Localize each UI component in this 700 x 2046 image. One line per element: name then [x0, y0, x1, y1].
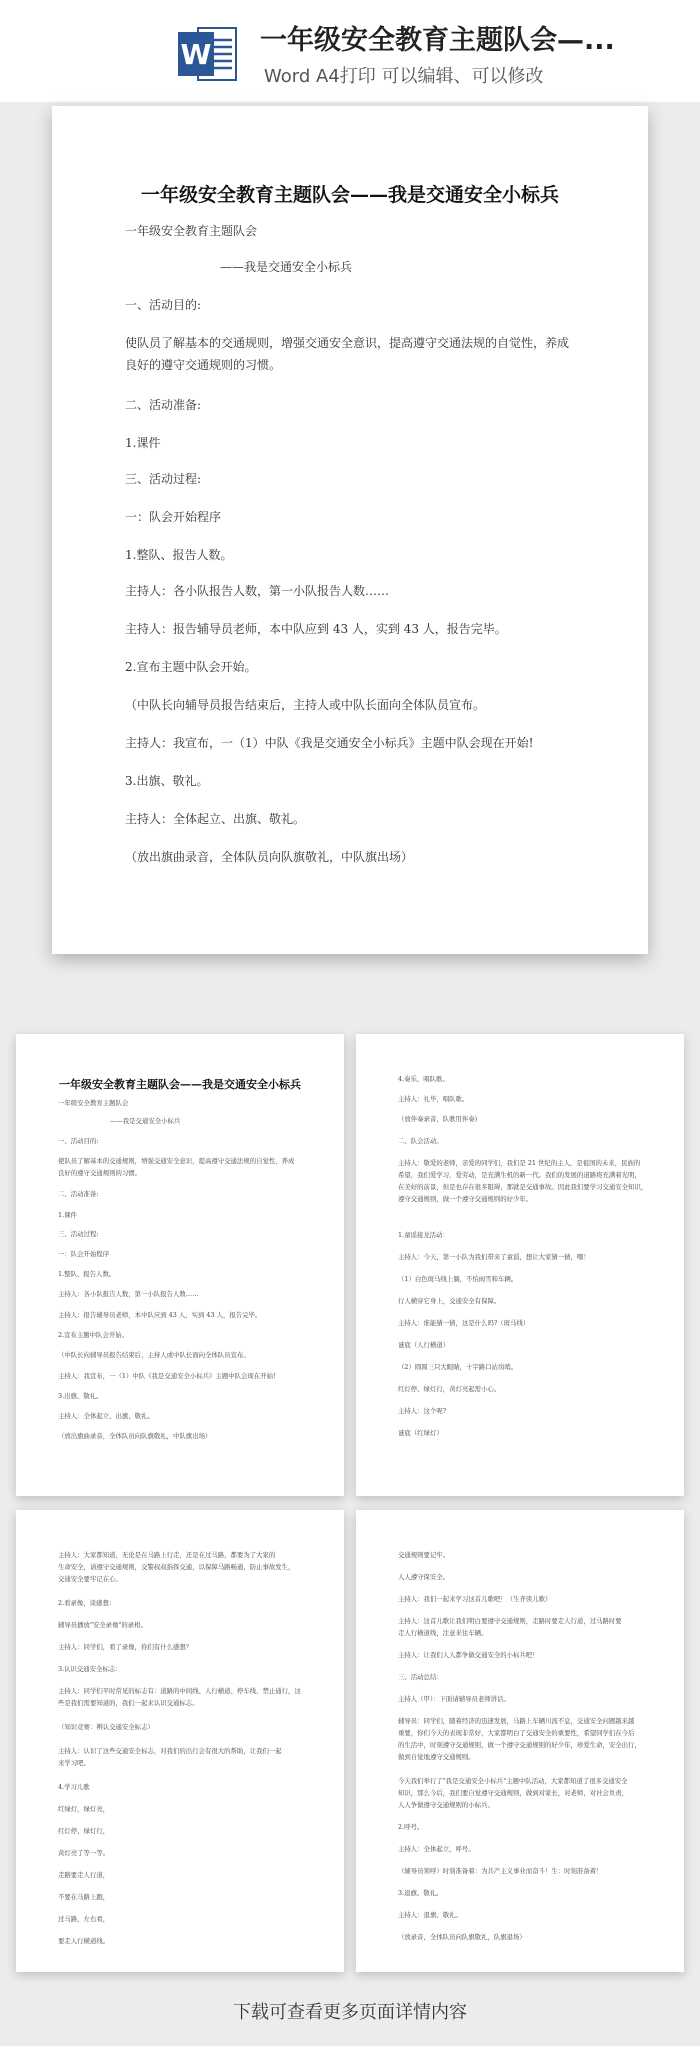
thumbnail-line: 1.童谣接龙活动：	[398, 1231, 449, 1239]
thumbnail-line: 红灯停，绿灯行，	[58, 1827, 110, 1835]
thumbnail-line: 红绿灯，绿灯亮，	[58, 1805, 110, 1813]
thumbnail-line: 知识，那么今后，我们要自觉遵守交通规则，做到对家长，对老师，对社会负责，	[398, 1789, 629, 1797]
thumbnail-line: （1）白色斑马线上躺，不怕雨雪和车辆。	[398, 1275, 518, 1283]
thumbnail-line: 主持人：同学们，看了录像，你们有什么感想？	[58, 1643, 193, 1651]
thumbnail-line: 的生活中，时刻遵守交通规则，做一个遵守交通规则的好少年，珍爱生命，安全出行，	[398, 1741, 641, 1749]
thumbnail-line: 使队员了解基本的交通规则，增强交通安全意识，提高遵守交通法规的自觉性，养成	[58, 1157, 295, 1165]
thumbnail-line: 2.看录像，谈感想：	[58, 1599, 116, 1607]
thumbnail-line: 交通规则要记牢。	[398, 1551, 450, 1559]
thumbnail-line: 辅导员：同学们，随着经济的迅速发展，马路上车辆川流不息，交通安全问题越来越	[398, 1717, 635, 1725]
document-line: （中队长向辅导员报告结束后，主持人或中队长面向全体队员宣布。	[125, 698, 486, 712]
document-line: 使队员了解基本的交通规则，增强交通安全意识，提高遵守交通法规的自觉性，养成	[125, 336, 570, 350]
document-line: （放出旗曲录音，全体队员向队旗敬礼，中队旗出场）	[125, 850, 414, 864]
thumbnail-line: 主持人：认识了这些交通安全标志，对我们的出行会有很大的帮助，让我们一起	[58, 1747, 282, 1755]
thumbnail-line: 要走人行横道线。	[58, 1937, 110, 1945]
document-line: 2.宣布主题中队会开始。	[125, 660, 257, 674]
thumbnail-line: 主持人：同学们平时常见的标志有：道路的中间线、人行横道、停车线、禁止通行，这	[58, 1687, 301, 1695]
thumbnail-line: 交通安全要牢记在心。	[58, 1575, 122, 1583]
thumbnail-line: 一、活动目的:	[58, 1137, 99, 1145]
thumbnail-line: 主持人：我宣布，一（1）中队《我是交通安全小标兵》主题中队会现在开始!	[58, 1372, 276, 1380]
thumbnail-line: 三、活动过程:	[58, 1230, 99, 1238]
thumbnail-line: 主持人：谁能猜一猜，这是什么吗?（斑马线）	[398, 1319, 530, 1327]
document-line: 1.整队、报告人数。	[125, 548, 233, 562]
thumbnail-line: 谜底（人行横道）	[398, 1341, 450, 1349]
document-line: 一年级安全教育主题队会	[125, 224, 258, 238]
document-line: 主持人：报告辅导员老师，本中队应到 43 人，实到 43 人，报告完毕。	[125, 622, 507, 636]
thumbnail-line: 良好的遵守交通规则的习惯。	[58, 1169, 142, 1177]
thumbnail-line: 生命安全，请遵守交通规则，交警叔叔指挥交通，以保障马路畅通，防止事故发生，	[58, 1563, 295, 1571]
thumbnail-line: 2.呼号。	[398, 1823, 424, 1831]
document-line: 三、活动过程:	[125, 472, 202, 486]
document-line: 一：队会开始程序	[125, 510, 222, 524]
thumbnail-line: 一年级安全教育主题队会	[58, 1099, 129, 1107]
thumbnail-line: 二、活动准备:	[58, 1190, 99, 1198]
thumbnail-line: 4.学习儿歌	[58, 1783, 90, 1791]
thumbnail-line: （2）圆圆三只大眼睛，十字路口站岗哨。	[398, 1363, 518, 1371]
thumbnail-line: 主持人：这个呢?	[398, 1407, 447, 1415]
more-pages-link[interactable]: 下载可查看更多页面详情内容	[233, 2002, 467, 2023]
thumbnail-line: （知识竞赛：辨认交通安全标志）	[58, 1723, 154, 1731]
document-line: 主持人：全体起立、出旗、敬礼。	[125, 812, 306, 826]
thumbnail-line: 过马路，左右看，	[58, 1915, 110, 1923]
page-header	[0, 0, 700, 102]
thumbnail-line: （放伴奏录音，队歌用伴奏)	[398, 1115, 478, 1123]
document-line: ——我是交通安全小标兵	[220, 260, 353, 274]
thumbnail-page-4[interactable]	[356, 1510, 684, 1972]
thumbnail-line: 走人行横道线，注意来往车辆。	[398, 1629, 488, 1637]
thumbnail-line: （中队长向辅导员报告结束后，主持人或中队长面向全体队员宣布。	[58, 1351, 250, 1359]
thumbnail-line: 主持人：今天，第一小队为我们带来了童谣，想让大家猜一猜，嘿！	[398, 1253, 590, 1261]
thumbnail-line: 一：队会开始程序	[58, 1250, 110, 1258]
thumbnail-line: 谜底（红绿灯）	[398, 1429, 443, 1437]
document-line: 二、活动准备:	[125, 398, 202, 412]
thumbnail-line: 在美好的前景，但是也存在很多阻碍，那就是交通事故。因此我们要学习交通安全知识，	[398, 1183, 648, 1191]
thumbnail-line: 些是我们需要知道的，我们一起来认识交通标志。	[58, 1699, 199, 1707]
thumbnail-line: 主持人：这首儿歌让我们明白要遵守交通规则，走路时要走人行道，过马路时要	[398, 1617, 622, 1625]
thumbnail-line: 2.宣布主题中队会开始。	[58, 1331, 129, 1339]
thumbnail-line: 行人横穿它身上，交通安全有保障。	[398, 1297, 501, 1305]
thumbnail-line: 1.课件	[58, 1211, 77, 1219]
thumbnail-line: 主持人（甲）：下面请辅导员老师讲话。	[398, 1695, 510, 1703]
document-title: 一年级安全教育主题队会——我是交通安全小标兵	[140, 184, 559, 206]
thumbnail-line: 希望，我们爱学习，爱劳动，是充满生机的新一代。我们的发展的道路将充满着光明，	[398, 1171, 641, 1179]
thumbnail-line: 3.认识交通安全标志：	[58, 1665, 122, 1673]
document-line: 良好的遵守交通规则的习惯。	[125, 358, 282, 372]
thumbnail-line: 4.奏乐、唱队歌。	[398, 1075, 449, 1083]
thumbnail-title: 一年级安全教育主题队会——我是交通安全小标兵	[59, 1078, 301, 1091]
thumbnail-line: 主持人：我们一起来学习这首儿歌吧！（生齐读儿歌）	[398, 1595, 552, 1603]
thumbnail-line: 主持人：让我们人人都争做交通安全的小标兵吧！	[398, 1651, 539, 1659]
thumbnail-line: 三、活动总结：	[398, 1673, 443, 1681]
thumbnail-line: 人人遵守保安全。	[398, 1573, 450, 1581]
thumbnail-line: （放录音，全体队员向队旗敬礼，队旗退场）	[398, 1933, 526, 1941]
thumbnail-line: 重要，你们今天的表现非常好，大家都明白了交通安全的重要性，希望同学们在今后	[398, 1729, 635, 1737]
thumbnail-line: 遵守交通规则，做一个遵守交通规则的好少年。	[398, 1195, 533, 1203]
thumbnail-line: 来学习吧。	[58, 1759, 90, 1767]
thumbnail-line: 不要在马路上跑，	[58, 1893, 110, 1901]
document-line: 一、活动目的:	[125, 298, 202, 312]
thumbnail-line: 主持人：礼毕，唱队歌。	[398, 1095, 469, 1103]
thumbnail-line: 黄灯亮了等一等。	[58, 1849, 110, 1857]
thumbnail-line: ——我是交通安全小标兵	[110, 1117, 181, 1125]
thumbnail-line: 今天我们举行了"我是交通安全小标兵"主题中队活动，大家都知道了很多交通安全	[398, 1777, 628, 1785]
document-line: 主持人：我宣布，一（1）中队《我是交通安全小标兵》主题中队会现在开始!	[125, 736, 534, 750]
thumbnail-line: 走路要走人行道，	[58, 1871, 110, 1879]
thumbnail-line: 主持人：敬爱的老师，亲爱的同学们，我们是 21 世纪的主人，是祖国的未来，民族的	[398, 1159, 641, 1167]
thumbnail-line: 主持人：全体起立，呼号。	[398, 1845, 475, 1853]
thumbnail-line: 二、队会活动。	[398, 1137, 443, 1145]
thumbnail-line: 人人争做遵守交通规则的小标兵。	[398, 1801, 494, 1809]
thumbnail-line: 3.退旗、敬礼。	[398, 1889, 443, 1897]
word-icon	[176, 22, 240, 86]
thumbnail-line: 3.出旗、敬礼。	[58, 1392, 103, 1400]
thumbnail-line: 主持人：全体起立、出旗、敬礼。	[58, 1412, 154, 1420]
document-line: 主持人：各小队报告人数，第一小队报告人数……	[125, 584, 390, 598]
thumbnail-line: 红灯停、绿灯行，黄灯亮起需小心。	[398, 1385, 501, 1393]
word-icon-letter: W	[180, 38, 212, 71]
document-line: 3.出旗、敬礼。	[125, 774, 209, 788]
thumbnail-line: （辅导员领呼）时刻准备着：为共产主义事业而奋斗！生：时刻准备着！	[398, 1867, 603, 1875]
thumbnail-line: 主持人：退旗、敬礼。	[398, 1911, 462, 1919]
page-subtitle: Word A4打印 可以编辑、可以修改	[264, 66, 544, 87]
thumbnail-page-1[interactable]	[16, 1034, 344, 1496]
page-title: 一年级安全教育主题队会—...	[260, 25, 615, 56]
thumbnail-line: 辅导员播放"安全录像"的录相。	[58, 1621, 147, 1629]
thumbnail-line: 做到自觉地遵守交通规则。	[398, 1753, 475, 1761]
thumbnail-line: 主持人：各小队报告人数，第一小队报告人数……	[58, 1290, 199, 1298]
thumbnail-line: （放出旗曲录音，全体队员向队旗敬礼，中队旗出场）	[58, 1432, 212, 1440]
thumbnail-page-3[interactable]	[16, 1510, 344, 1972]
thumbnail-line: 1.整队、报告人数。	[58, 1270, 116, 1278]
document-line: 1.课件	[125, 436, 161, 450]
thumbnail-line: 主持人：报告辅导员老师，本中队应到 43 人，实到 43 人，报告完毕。	[58, 1311, 262, 1319]
main-document-page	[52, 106, 648, 954]
thumbnail-line: 主持人：大家都知道，无论是在马路上行走，还是在过马路，都要为了大家的	[58, 1551, 276, 1559]
thumbnail-page-2[interactable]	[356, 1034, 684, 1496]
